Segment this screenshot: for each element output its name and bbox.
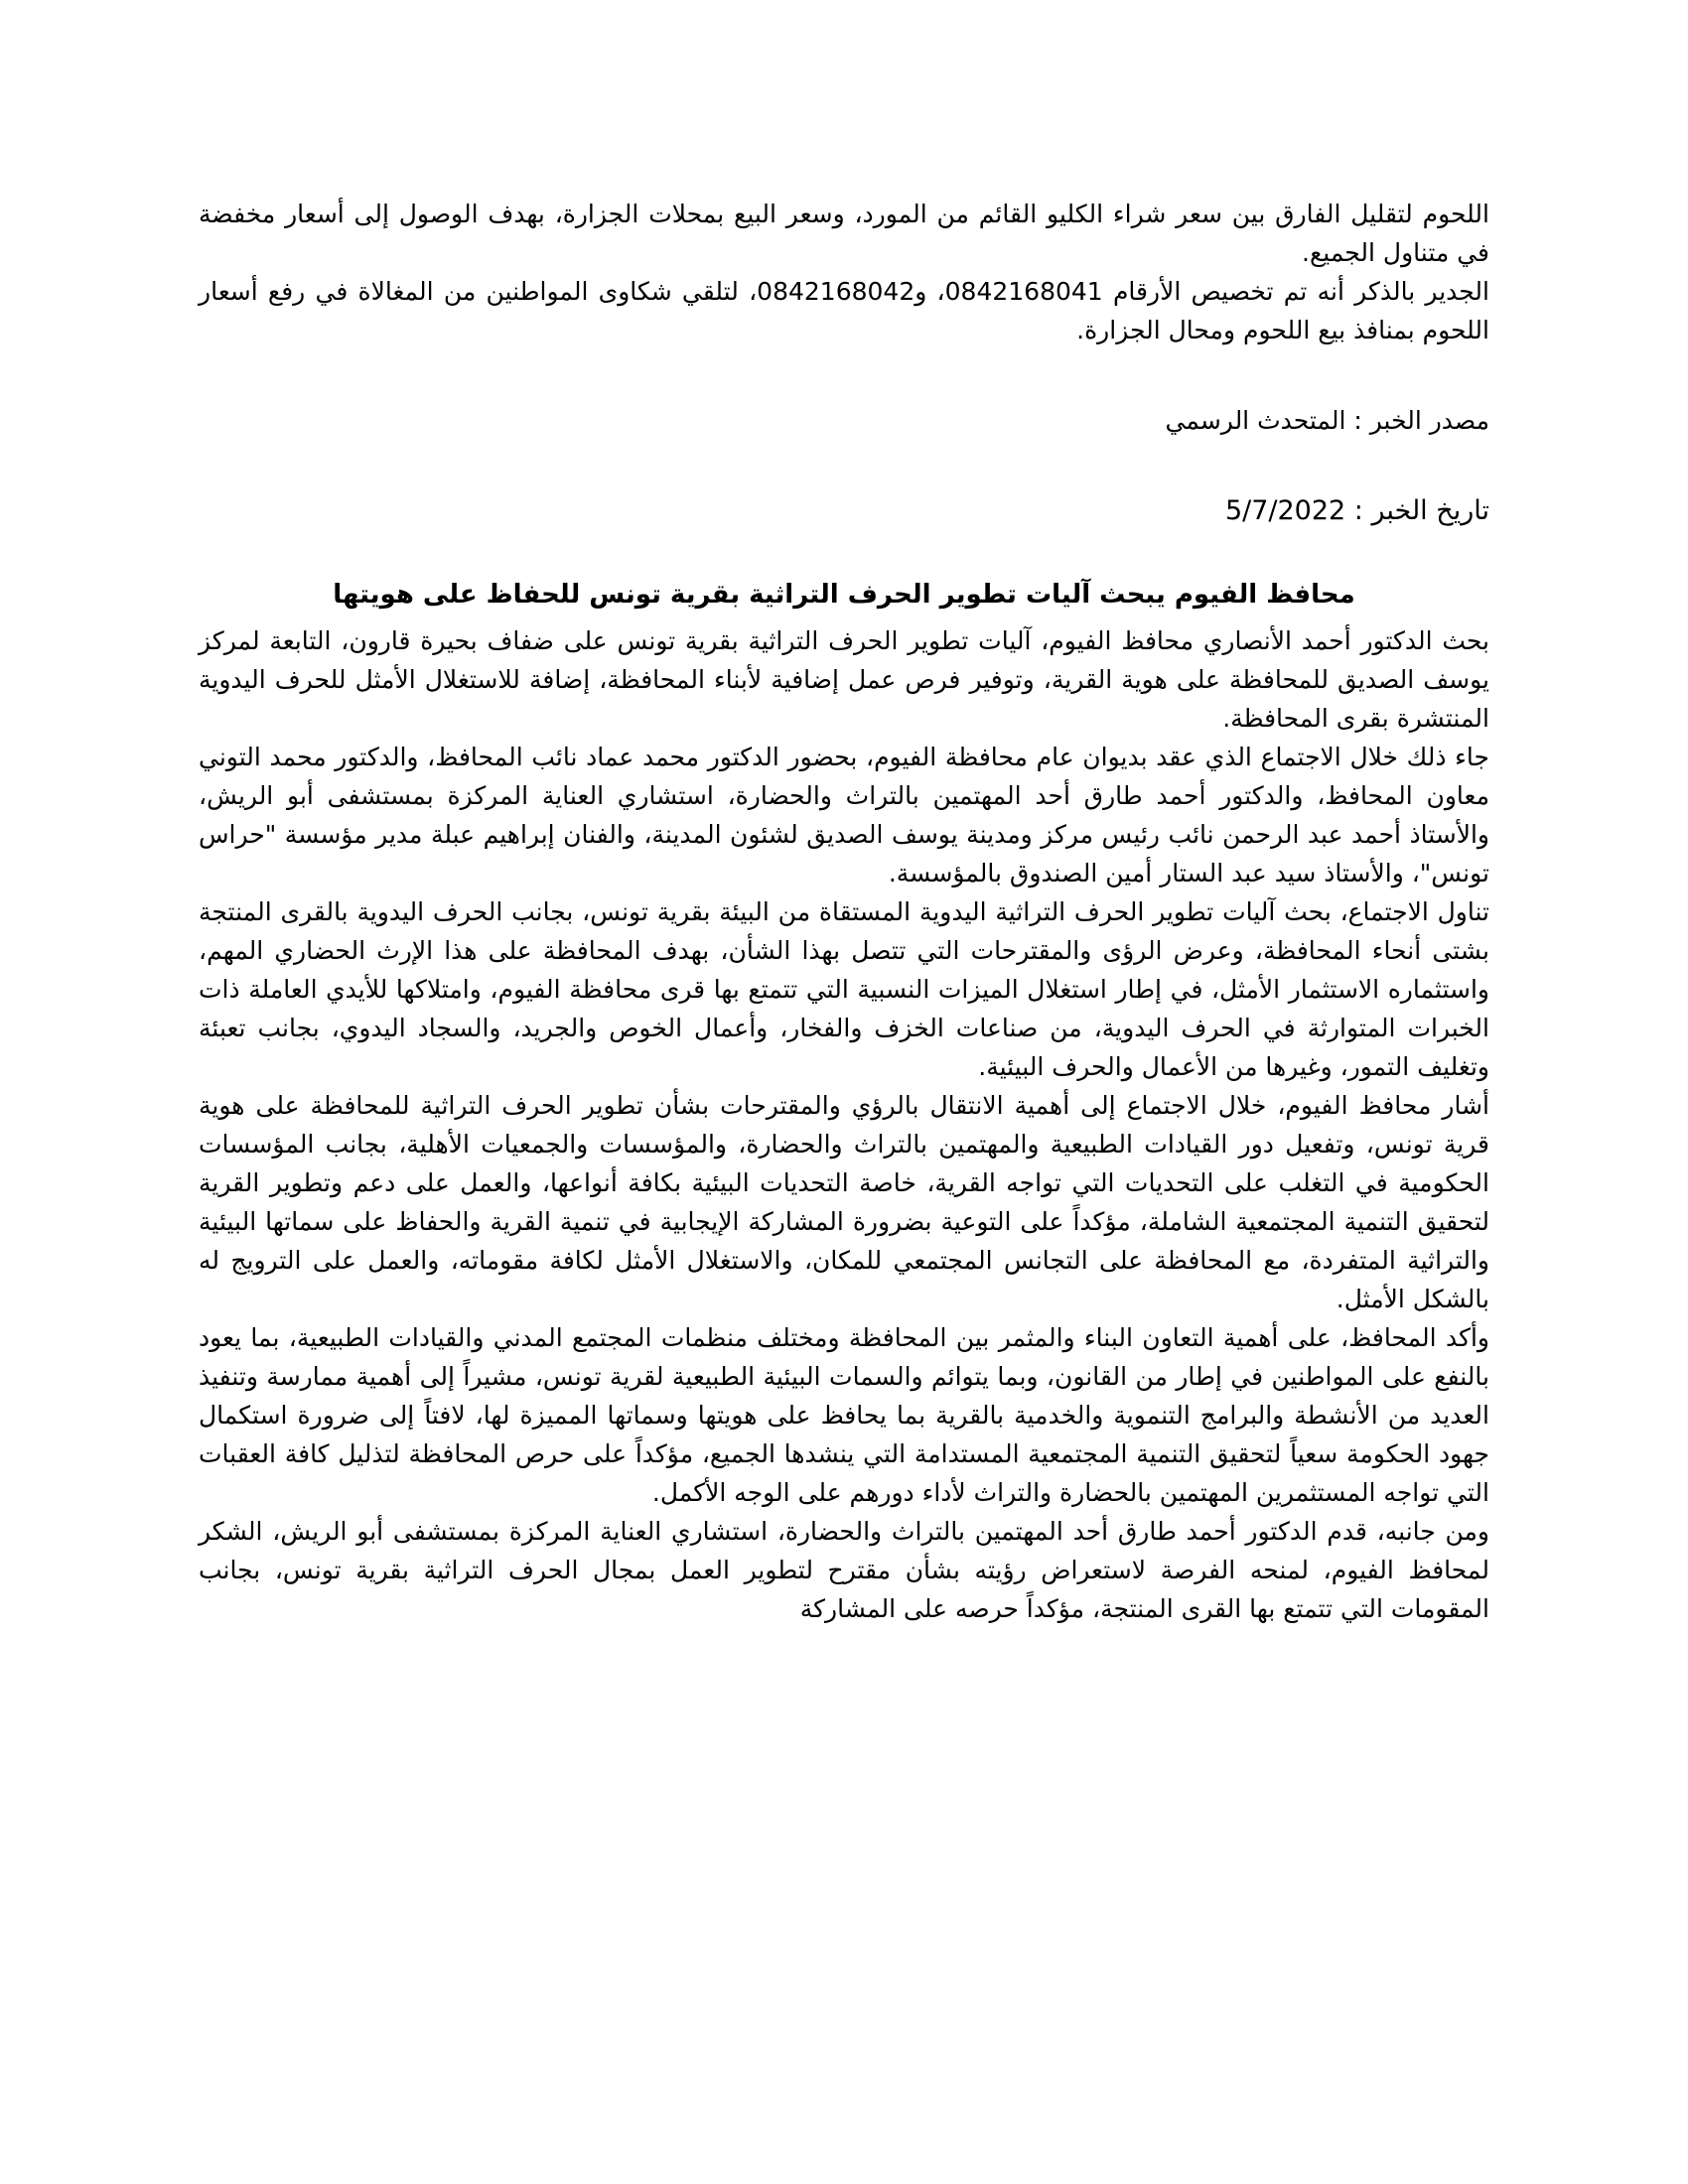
news-date: تاريخ الخبر : 5/7/2022: [1224, 495, 1489, 526]
document-page: [199, 195, 1489, 1628]
article-paragraph-6: ومن جانبه، قدم الدكتور أحمد طارق أحد المهتمين بالتراث والحضارة، استشاري العناية المركزة بمستشفى أبو الريش، الشكر لمحافظ الفيوم، لمنحه الفرصة لاستعراض رؤيته بشأن مقترح لتطوير العمل بمجال الحرف التراثية بقرية تونس، بجانب المقومات التي تتمتع بها القرى المنتجة، مؤكداً حرصه على المشاركة: [199, 1517, 1489, 1623]
article-headline: محافظ الفيوم يبحث آليات تطوير الحرف التراثية بقرية تونس للحفاظ على هويتها: [333, 580, 1355, 610]
article-paragraph-3: تناول الاجتماع، بحث آليات تطوير الحرف التراثية اليدوية المستقاة من البيئة بقرية تونس، بجانب الحرف اليدوية بالقرى المنتجة بشتى أنحاء المحافظة، وعرض الرؤى والمقترحات التي تتصل بهذا الشأن، بهدف المحافظة على هذا الإرث الحضاري المهم، واستثماره الاستثمار الأمثل، في إطار استغلال الميزات النسبية التي تتمتع بها قرى محافظة الفيوم، وامتلاكها للأيدي العاملة ذات الخبرات المتوارثة في الحرف اليدوية، من صناعات الخزف والفخار، وأعمال الخوص والجريد، والسجاد اليدوي، بجانب تعبئة وتغليف التمور، وغيرها من الأعمال والحرف البيئية.: [199, 897, 1489, 1081]
article-paragraph-2: جاء ذلك خلال الاجتماع الذي عقد بديوان عام محافظة الفيوم، بحضور الدكتور محمد عماد نائب المحافظ، والدكتور محمد التوني معاون المحافظ، والدكتور أحمد طارق أحد المهتمين بالتراث والحضارة، استشاري العناية المركزة بمستشفى أبو الريش، والأستاذ أحمد عبد الرحمن نائب رئيس مركز ومدينة يوسف الصديق لشئون المدينة، والفنان إبراهيم عبلة مدير مؤسسة "حراس تونس"، والأستاذ سيد عبد الستار أمين الصندوق بالمؤسسة.: [199, 743, 1489, 887]
article-paragraph-5: وأكد المحافظ، على أهمية التعاون البناء والمثمر بين المحافظة ومختلف منظمات المجتمع المدني والقيادات الطبيعية، بما يعود بالنفع على المواطنين في إطار من القانون، وبما يتوائم والسمات البيئية الطبيعية لقرية تونس، مشيراً إلى أهمية ممارسة وتنفيذ العديد من الأنشطة والبرامج التنموية والخدمية بالقرية بما يحافظ على هويتها وسماتها المميزة لها، لافتاً إلى ضرورة استكمال جهود الحكومة سعياً لتحقيق التنمية المجتمعية المستدامة التي ينشدها الجميع، مؤكداً على حرص المحافظة لتذليل كافة العقبات التي تواجه المستثمرين المهتمين بالحضارة والتراث لأداء دورهم على الوجه الأكمل.: [199, 1323, 1489, 1507]
intro-paragraph-hotlines: الجدير بالذكر أنه تم تخصيص الأرقام 0842168041، و0842168042، لتلقي شكاوى المواطنين من المغالاة في رفع أسعار اللحوم بمنافذ بيع اللحوم ومحال الجزارة.: [199, 277, 1489, 344]
article-paragraph-1: بحث الدكتور أحمد الأنصاري محافظ الفيوم، آليات تطوير الحرف التراثية بقرية تونس على ضفاف بحيرة قارون، التابعة لمركز يوسف الصديق للمحافظة على هوية القرية، وتوفير فرص عمل إضافية لأبناء المحافظة، إضافة للاستغلال الأمثل للحرف اليدوية المنتشرة بقرى المحافظة.: [199, 626, 1489, 733]
article-paragraph-4: أشار محافظ الفيوم، خلال الاجتماع إلى أهمية الانتقال بالرؤي والمقترحات بشأن تطوير الحرف التراثية للمحافظة على هوية قرية تونس، وتفعيل دور القيادات الطبيعية والمهتمين بالتراث والحضارة، والمؤسسات والجمعيات الأهلية، بجانب المؤسسات الحكومية في التغلب على التحديات التي تواجه القرية، خاصة التحديات البيئية بكافة أنواعها، والعمل على دعم وتطوير القرية لتحقيق التنمية المجتمعية الشاملة، مؤكداً على التوعية بضرورة المشاركة الإيجابية في تنمية القرية والحفاظ على سماتها البيئية والتراثية المتفردة، مع المحافظة على التجانس المجتمعي للمكان، والاستغلال الأمثل لكافة مقوماته، والعمل على الترويج له بالشكل الأمثل.: [199, 1091, 1489, 1313]
intro-paragraph-prices: اللحوم لتقليل الفارق بين سعر شراء الكليو القائم من المورد، وسعر البيع بمحلات الجزارة، بهدف الوصول إلى أسعار مخفضة في متناول الجميع.: [199, 200, 1489, 267]
news-source: مصدر الخبر : المتحدث الرسمي: [1165, 406, 1489, 435]
